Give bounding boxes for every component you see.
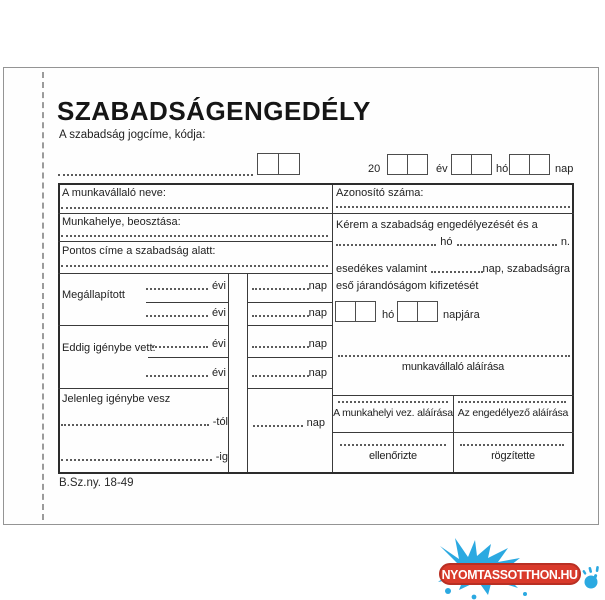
row-divider: [58, 213, 574, 214]
employee-signature-line: [338, 355, 570, 357]
box-cell: [418, 302, 437, 321]
fill-in-line: [252, 375, 309, 377]
leave-code-dotted-line: [58, 174, 253, 176]
box-cell: [398, 302, 418, 321]
nap-cell-divider: [247, 302, 332, 303]
fill-in-line: [146, 288, 208, 290]
box-cell: [356, 302, 375, 321]
used-so-far-label: Eddig igénybe vett:: [62, 342, 156, 354]
due-line2-text: eső járandóságom kifizetését: [336, 280, 479, 292]
date-century-label: 20: [368, 163, 381, 175]
approver-signature-line: [458, 401, 566, 403]
row-divider: [58, 241, 332, 242]
fill-in-line: [431, 271, 482, 273]
fill-in-line: [61, 459, 212, 461]
fill-underline: [148, 357, 228, 358]
year-unit-label: év: [436, 163, 448, 175]
form-code: B.Sz.ny. 18-49: [59, 477, 134, 489]
box-cell: [388, 155, 408, 174]
day-unit-label: nap: [306, 417, 325, 429]
approver-signature-label: Az engedélyező aláírása: [457, 407, 569, 419]
due-prefix-text: esedékes valamint: [336, 263, 428, 275]
current-to-row: [61, 449, 228, 463]
nap-cell-divider: [247, 357, 332, 358]
manager-signature-line: [338, 401, 448, 403]
day-boxes: [509, 154, 550, 175]
nap-row: [252, 365, 327, 379]
currently-taking-label: Jelenleg igénybe vesz: [62, 393, 171, 405]
year-unit-label: évi: [211, 367, 226, 379]
year-boxes: [387, 154, 428, 175]
fill-in-line: [252, 315, 309, 317]
day-unit-label: nap: [308, 307, 327, 319]
column-divider: [332, 185, 333, 472]
established-label: Megállapított: [62, 289, 125, 301]
current-from-row: [61, 414, 228, 428]
used-year-row-1: [152, 336, 226, 350]
recorded-by-line: [460, 444, 564, 446]
fill-in-line: [61, 265, 328, 267]
section-divider: [58, 388, 228, 389]
due-suffix-text: nap, szabadságra: [482, 263, 570, 275]
fill-underline: [146, 302, 228, 303]
request-day-boxes: [397, 301, 438, 322]
fill-in-line: [146, 315, 208, 317]
fill-in-line: [457, 244, 557, 246]
box-cell: [452, 155, 472, 174]
spray-hand-icon: [582, 566, 599, 589]
nap-row: [252, 336, 327, 350]
address-label: Pontos címe a szabadság alatt:: [62, 245, 216, 257]
year-unit-label: évi: [211, 280, 226, 292]
month-unit-label: hó: [496, 163, 509, 175]
fill-in-line: [252, 346, 309, 348]
established-year-row-1: [146, 278, 226, 292]
box-cell: [408, 155, 427, 174]
request-line1: Kérem a szabadság engedélyezését és a: [336, 219, 538, 231]
for-day-label: napjára: [443, 309, 480, 321]
gap-column-left-line: [228, 273, 229, 472]
day-unit-label: nap: [308, 338, 327, 350]
fill-in-line: [146, 375, 208, 377]
established-year-row-2: [146, 305, 226, 319]
used-year-row-2: [146, 365, 226, 379]
fill-in-line: [61, 207, 328, 209]
fill-in-line: [152, 346, 208, 348]
month-boxes: [451, 154, 492, 175]
perforation-line: [42, 72, 44, 520]
fill-in-line: [336, 244, 436, 246]
manager-signature-label: A munkahelyi vez. aláírása: [333, 407, 453, 419]
fill-in-line: [61, 424, 209, 426]
leave-code-boxes: [257, 153, 300, 175]
brand-name: NYOMTASSOTTHON.HU: [441, 566, 579, 582]
nap-row: [252, 305, 327, 319]
nap-cell-divider: [247, 325, 332, 326]
checked-by-line: [340, 444, 446, 446]
employee-signature-label: munkavállaló aláírása: [401, 361, 505, 373]
box-cell: [279, 154, 299, 174]
year-unit-label: évi: [211, 338, 226, 350]
box-cell: [510, 155, 530, 174]
box-cell: [258, 154, 279, 174]
leave-code-label: A szabadság jogcíme, kódja:: [59, 129, 206, 141]
checked-by-label: ellenőrizte: [369, 450, 417, 462]
recorded-by-label: rögzítette: [491, 450, 535, 462]
request-month-boxes: [335, 301, 376, 322]
day-unit-label: nap: [555, 163, 574, 175]
box-cell: [472, 155, 491, 174]
box-cell: [336, 302, 356, 321]
site-watermark: [426, 536, 604, 600]
request-month-day-line: [336, 234, 570, 248]
form-title: SZABADSÁGENGEDÉLY: [57, 96, 371, 126]
brand-pill: [439, 563, 581, 585]
day-unit-label: nap: [308, 367, 327, 379]
month-unit-label: hó: [440, 236, 453, 248]
nap-row-current: [253, 415, 325, 429]
due-days-line: [336, 261, 570, 275]
nap-row: [252, 278, 327, 292]
employee-name-label: A munkavállaló neve:: [62, 187, 166, 199]
month-unit-label: hó: [382, 309, 395, 321]
signature-column-divider: [453, 395, 454, 472]
id-number-label: Azonosító száma:: [336, 187, 424, 199]
fill-in-line: [61, 235, 328, 237]
from-suffix-label: -tól: [212, 416, 228, 428]
year-unit-label: évi: [211, 307, 226, 319]
fill-in-line: [252, 288, 309, 290]
row-divider: [58, 273, 332, 274]
box-cell: [530, 155, 549, 174]
nap-cell-divider: [247, 388, 332, 389]
workplace-label: Munkahelye, beosztása:: [62, 216, 181, 228]
day-unit-label: nap: [308, 280, 327, 292]
day-abbrev-label: n.: [560, 236, 570, 248]
fill-in-line: [336, 206, 570, 208]
to-suffix-label: -ig: [215, 451, 228, 463]
fill-in-line: [253, 425, 303, 427]
section-divider: [58, 325, 228, 326]
